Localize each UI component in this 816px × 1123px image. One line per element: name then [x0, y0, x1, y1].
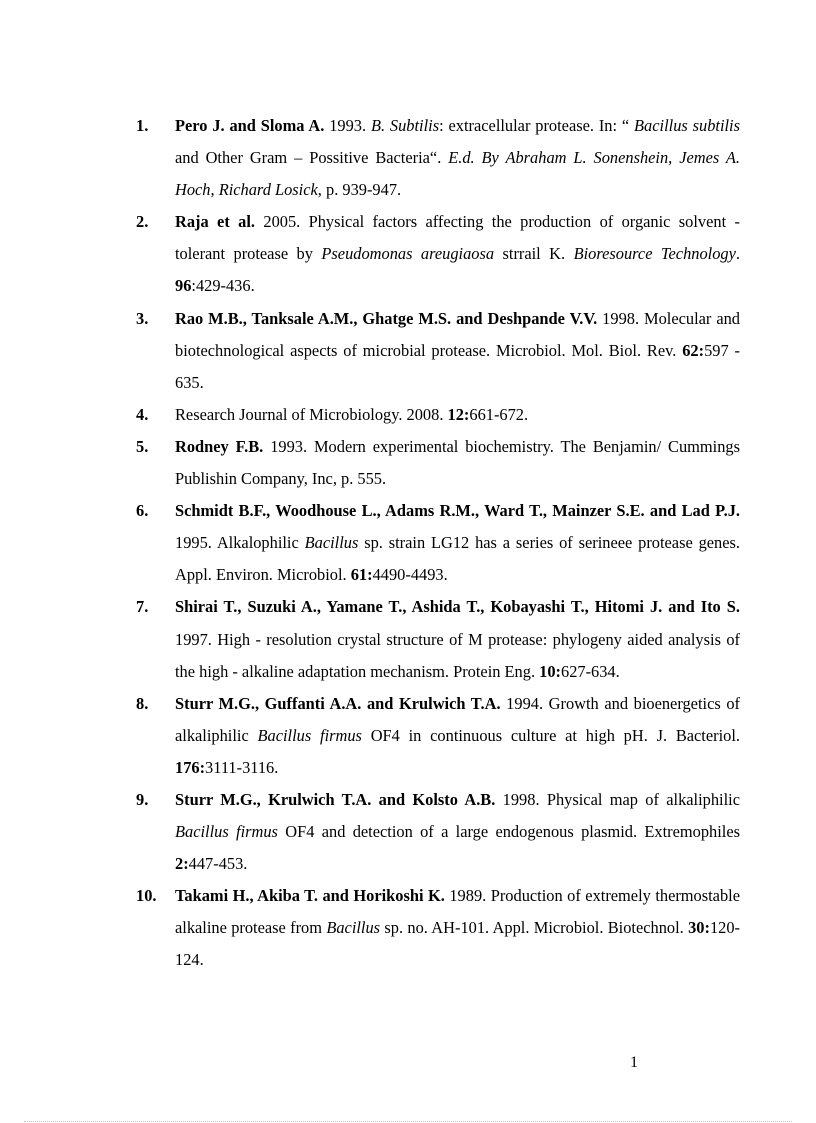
reference-number: 5. [136, 436, 149, 456]
reference-text-run: 661-672. [469, 404, 529, 424]
reference-text-run: and Other Gram – Possitive Bacteria“. [175, 148, 449, 168]
reference-text-run: 4490-4493. [372, 565, 448, 585]
reference-text-run: 1993. Modern experimental biochemistry. The Benjamin/ Cummings Publishin Company, Inc, p. 555. [175, 436, 740, 489]
reference-text-run: 1997. High - resolution crystal structure of M protease: phylogeny aided analysis of the high - alkaline adaptation mechanism. Protein Eng. [175, 629, 740, 681]
reference-text-run: :429-436. [191, 276, 255, 296]
reference-number: 1. [136, 116, 149, 135]
reference-number: 3. [136, 308, 149, 328]
reference-bold-run: Sturr M.G., Guffanti A.A. and Krulwich T.A. [175, 693, 501, 713]
reference-text [175, 309, 740, 392]
reference-text-run: 1994. Growth and bioenergetics of alkaliphilic [175, 693, 740, 745]
reference-text-run: 447-453. [188, 854, 248, 874]
reference-italic-run: Bacillus [304, 533, 359, 553]
reference-text-run: 120-124. [175, 918, 741, 970]
reference-item [136, 431, 740, 495]
reference-bold-run: Sturr M.G., Krulwich T.A. and Kolsto A.B. [175, 789, 496, 809]
reference-text-run: : extracellular protease. In: “ [439, 116, 635, 135]
page-number: 1 [630, 1054, 638, 1071]
reference-bold-run: 61: [350, 565, 373, 585]
reference-bold-run: Rao M.B., Tanksale A.M., Ghatge M.S. and Deshpande V.V. [175, 308, 598, 328]
reference-bold-run: Schmidt B.F., Woodhouse L., Adams R.M., Ward T., Mainzer S.E. and Lad P.J. [175, 501, 740, 521]
reference-italic-run: B. Subtilis [370, 116, 440, 135]
reference-text [175, 212, 740, 295]
reference-italic-run: Bioresource Technology [573, 244, 736, 264]
reference-number: 4. [136, 404, 149, 424]
reference-bold-run: Rodney F.B. [175, 436, 264, 456]
reference-number: 7. [136, 597, 149, 617]
reference-bold-run: 62: [682, 340, 705, 360]
reference-text-run: 1993. [324, 116, 371, 135]
reference-text-run: 3111-3116. [205, 757, 279, 777]
reference-item [136, 399, 740, 431]
reference-italic-run: Bacillus subtilis [634, 116, 740, 135]
reference-text-run: 1998. Molecular and biotechnological aspects of microbial protease. Microbiol. Mol. Biol. Rev. [175, 308, 740, 360]
reference-item [136, 303, 740, 399]
reference-text-run: OF4 and detection of a large endogenous plasmid. Extremophiles [277, 822, 740, 842]
reference-text [175, 437, 740, 488]
reference-italic-run: Bacillus [326, 918, 381, 938]
reference-number: 6. [136, 501, 149, 521]
reference-number: 10. [136, 886, 157, 906]
reference-item [136, 110, 740, 206]
reference-text-run: 1998. Physical map of alkaliphilic [495, 789, 740, 809]
reference-italic-run: Pseudomonas areugiaosa [321, 244, 495, 264]
reference-italic-run: Bacillus firmus [175, 822, 278, 842]
reference-text-run: 2005. Physical factors affecting the production of organic solvent - tolerant protease by [175, 212, 740, 264]
reference-text-run: 1995. Alkalophilic [175, 533, 305, 553]
reference-item [136, 206, 740, 302]
reference-number: 8. [136, 693, 149, 713]
reference-list [136, 110, 740, 977]
reference-item [136, 495, 740, 591]
reference-item [136, 880, 740, 976]
reference-text-run: sp. strain LG12 has a series of serineee protease genes. Appl. Environ. Microbiol. [175, 533, 741, 585]
reference-text [175, 405, 528, 424]
reference-text [175, 694, 740, 777]
reference-bold-run: 30: [688, 918, 710, 938]
reference-text [175, 501, 740, 584]
reference-text [175, 597, 740, 680]
reference-text-run: strrail K. [494, 244, 574, 264]
reference-text-run: . [735, 244, 740, 264]
reference-number: 2. [136, 212, 149, 232]
reference-text-run: 627-634. [561, 661, 620, 681]
reference-bold-run: 176: [175, 757, 206, 777]
reference-bold-run: 12: [447, 404, 470, 424]
reference-text-run: 1989. Production of extremely thermostable alkaline protease from [175, 886, 740, 938]
page-divider [24, 1121, 792, 1122]
reference-text-run: Research Journal of Microbiology. 2008. [175, 404, 448, 424]
reference-text [175, 886, 740, 969]
reference-bold-run: Raja et al. [175, 212, 255, 232]
reference-italic-run: E.d. By Abraham L. Sonenshein, Jemes A. Hoch, Richard Losick [175, 148, 740, 200]
reference-item [136, 784, 740, 880]
reference-number: 9. [136, 789, 149, 809]
reference-text-run: , p. 939-947. [317, 180, 402, 200]
reference-bold-run: 96 [175, 276, 192, 296]
reference-text [175, 116, 740, 199]
reference-item [136, 688, 740, 784]
reference-text-run: sp. no. AH-101. Appl. Microbiol. Biotechnol. [380, 918, 689, 938]
reference-text-run: 597 - 635. [175, 340, 740, 392]
reference-text-run: OF4 in continuous culture at high pH. J. Bacteriol. [361, 725, 740, 745]
reference-bold-run: 10: [539, 661, 561, 681]
reference-bold-run: Pero J. and Sloma A. [175, 116, 325, 135]
reference-item [136, 591, 740, 687]
reference-text [175, 790, 740, 873]
reference-bold-run: 2: [175, 854, 189, 874]
reference-bold-run: Takami H., Akiba T. and Horikoshi K. [175, 886, 445, 906]
reference-italic-run: Bacillus firmus [257, 725, 362, 745]
reference-bold-run: Shirai T., Suzuki A., Yamane T., Ashida T., Kobayashi T., Hitomi J. and Ito S. [175, 597, 740, 617]
